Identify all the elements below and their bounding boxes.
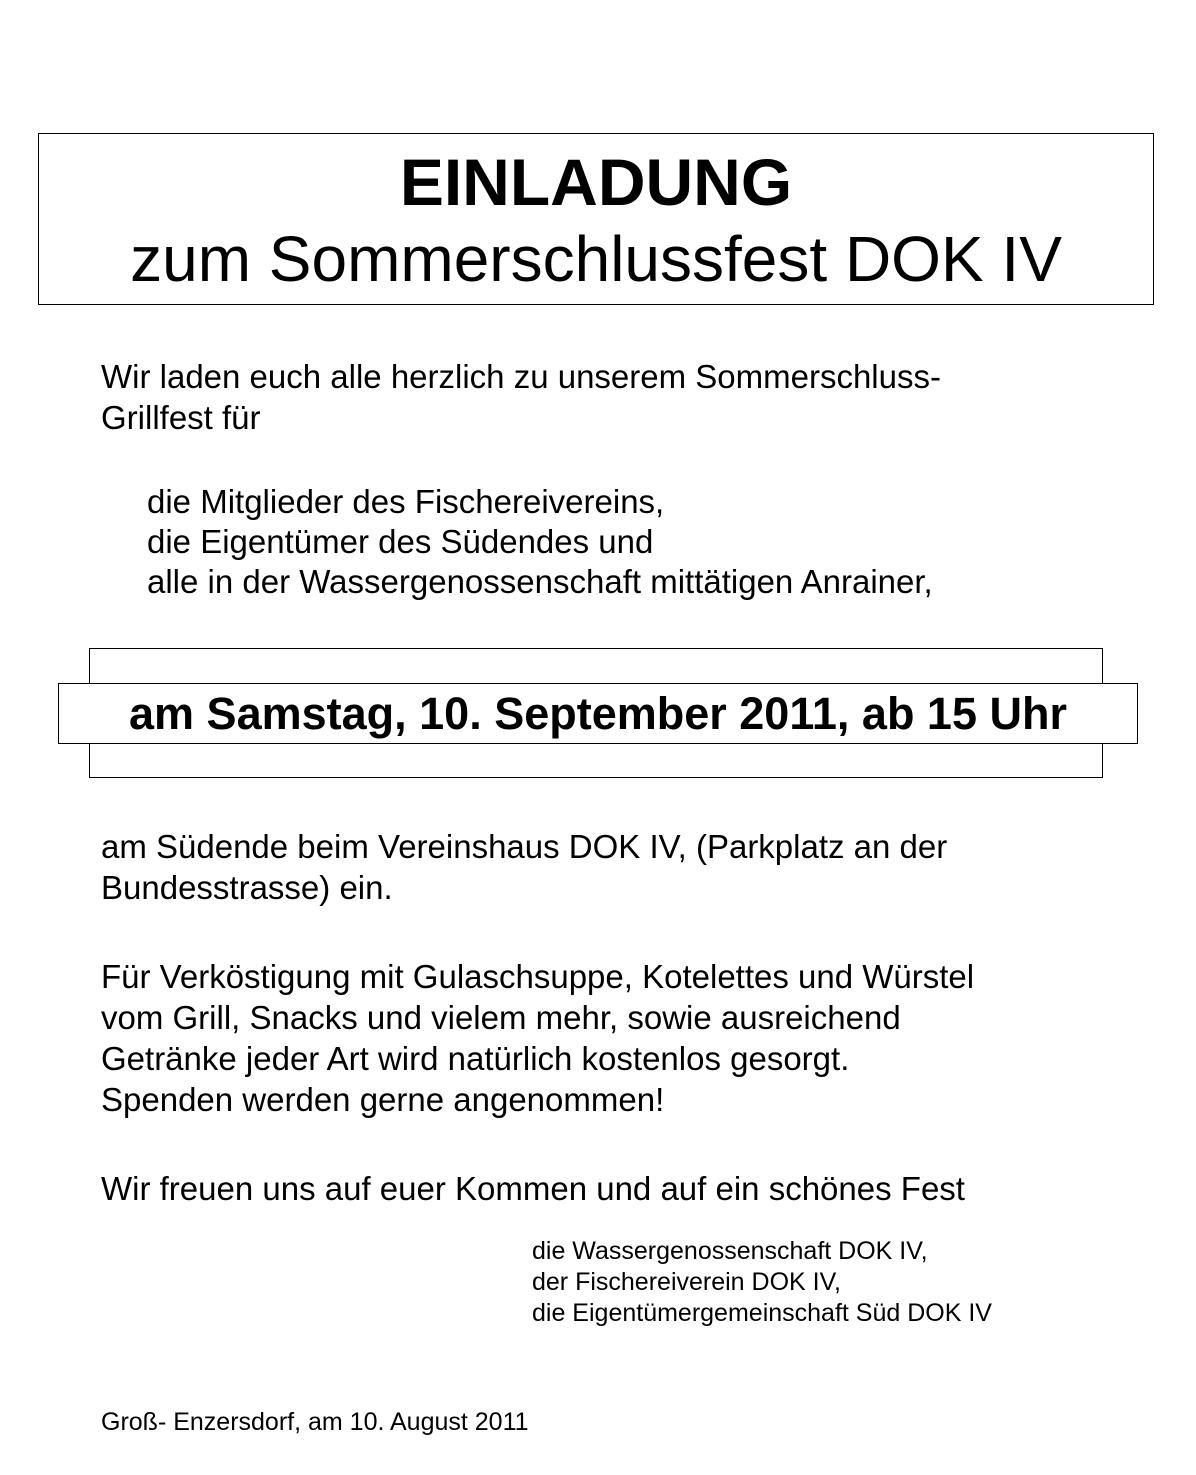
- catering-line: Spenden werden gerne angenommen!: [101, 1081, 665, 1118]
- place-date: Groß- Enzersdorf, am 10. August 2011: [101, 1408, 529, 1436]
- catering-line: Für Verköstigung mit Gulaschsuppe, Kotelettes und Würstel: [101, 958, 975, 995]
- catering-line: Getränke jeder Art wird natürlich kostenlos gesorgt.: [101, 1040, 850, 1077]
- document-title: EINLADUNG: [399, 145, 793, 219]
- closing-sentence: Wir freuen uns auf euer Kommen und auf ein schönes Fest: [101, 1170, 965, 1207]
- location-line: Bundesstrasse) ein.: [101, 869, 393, 906]
- signer-item: die Eigentümergemeinschaft Süd DOK IV: [532, 1299, 992, 1327]
- catering-line: vom Grill, Snacks und vielem mehr, sowie ausreichend: [101, 999, 901, 1036]
- event-date: am Samstag, 10. September 2011, ab 15 Uhr: [58, 683, 1138, 744]
- intro-line: Grillfest für: [101, 399, 261, 436]
- document-subtitle: zum Sommerschlussfest DOK IV: [130, 223, 1062, 295]
- invitee-item: die Eigentümer des Südendes und: [147, 523, 654, 560]
- location-paragraph: [101, 826, 947, 908]
- signer-list: [532, 1236, 992, 1329]
- location-line: am Südende beim Vereinshaus DOK IV, (Parkplatz an der: [101, 828, 948, 865]
- title-box: [38, 133, 1154, 305]
- signer-item: der Fischereiverein DOK IV,: [532, 1268, 841, 1296]
- invitee-list: [147, 482, 933, 602]
- intro-paragraph: [101, 356, 941, 438]
- invitee-item: die Mitglieder des Fischereivereins,: [147, 483, 665, 520]
- intro-line: Wir laden euch alle herzlich zu unserem Sommerschluss-: [101, 358, 941, 395]
- invitee-item: alle in der Wassergenossenschaft mittätigen Anrainer,: [147, 563, 933, 600]
- signer-item: die Wassergenossenschaft DOK IV,: [532, 1237, 928, 1265]
- catering-paragraph: [101, 956, 974, 1120]
